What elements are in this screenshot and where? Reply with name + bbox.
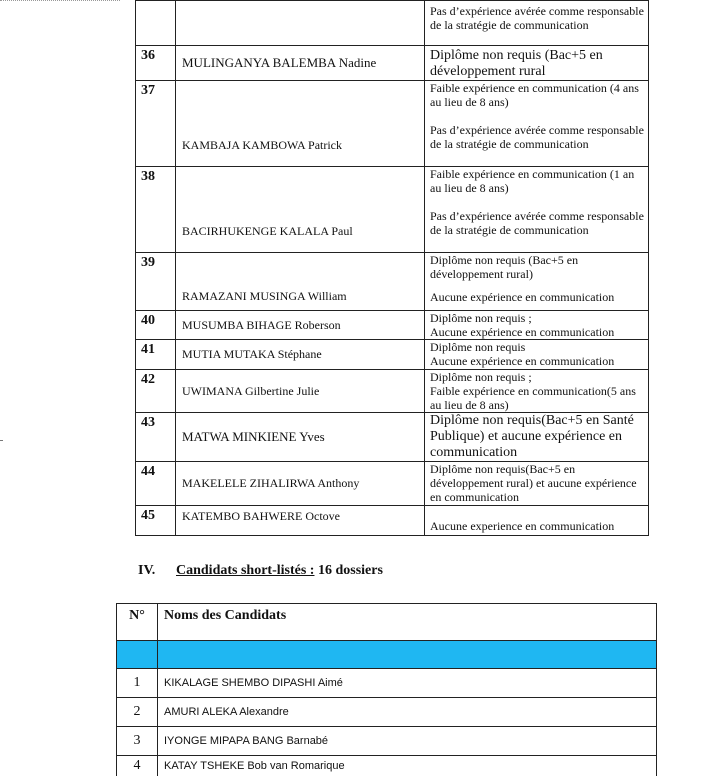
- table-row: [117, 756, 657, 777]
- column-header-number: N°: [117, 604, 158, 641]
- candidate-name: KIKALAGE SHEMBO DIPASHI Aimé: [158, 669, 657, 698]
- candidate-number: 45: [136, 506, 176, 536]
- observation-line: Pas d’expérience avérée comme responsable de la stratégie de communication: [430, 4, 644, 32]
- spacer: [430, 109, 648, 123]
- candidate-observation: [425, 167, 649, 253]
- shortlist-table: [116, 603, 657, 776]
- candidate-name: IYONGE MIPAPA BANG Barnabé: [158, 727, 657, 756]
- spacer: [430, 195, 648, 209]
- observation-line: Faible expérience en communication (4 ans au lieu de 8 ans): [430, 81, 639, 109]
- observation-line: Diplôme non requis (Bac+5 en développement rural): [430, 253, 579, 281]
- candidate-observation: [425, 506, 649, 536]
- candidate-name: [176, 81, 425, 167]
- table-row: [136, 413, 649, 462]
- observation-line: Pas d’expérience avérée comme responsable de la stratégie de communication: [430, 123, 644, 151]
- observation-line: Aucune experience en communication: [430, 519, 615, 533]
- candidate-number: 40: [136, 311, 176, 340]
- candidate-number: 2: [117, 698, 158, 727]
- table-row: [136, 46, 649, 81]
- table-row: [136, 81, 649, 167]
- candidate-number: 44: [136, 462, 176, 506]
- candidate-name: UWIMANA Gilbertine Julie: [176, 370, 425, 413]
- column-header-name: Noms des Candidats: [158, 604, 657, 641]
- observation-line: Pas d’expérience avérée comme responsable de la stratégie de communication: [430, 209, 644, 237]
- candidate-name: MUSUMBA BIHAGE Roberson: [176, 311, 425, 340]
- observation-line: Diplôme non requis(Bac+5 en développement rural) et aucune expérience en communication: [430, 462, 637, 504]
- candidate-number: 39: [136, 253, 176, 311]
- table-row: [136, 370, 649, 413]
- section-number: IV.: [138, 563, 156, 578]
- table-row: [136, 311, 649, 340]
- observation-line: Aucune expérience en communication: [430, 325, 615, 339]
- observation-line: Aucune expérience en communication: [430, 290, 615, 304]
- table-row: [136, 462, 649, 506]
- candidate-observation: [425, 46, 649, 81]
- candidate-name-text: BACIRHUKENGE KALALA Paul: [182, 224, 353, 238]
- page-edge-mark: [0, 440, 3, 441]
- candidate-name: [176, 1, 425, 46]
- scan-artifact: [0, 0, 120, 5]
- table-row: [136, 1, 649, 46]
- candidate-name: AMURI ALEKA Alexandre: [158, 698, 657, 727]
- candidate-observation: [425, 253, 649, 311]
- highlight-cell: [158, 641, 657, 669]
- observation-line: Diplôme non requis(Bac+5 en Santé Publique) et aucune expérience en communication: [430, 413, 634, 460]
- candidate-name-text: KATEMBO BAHWERE Octove: [182, 509, 340, 523]
- observation-line: Aucune expérience en communication: [430, 354, 615, 368]
- observation-line: Faible expérience en communication (1 an au lieu de 8 ans): [430, 167, 635, 195]
- candidate-number: 42: [136, 370, 176, 413]
- candidate-name-text: RAMAZANI MUSINGA William: [182, 289, 347, 303]
- table-row: [117, 698, 657, 727]
- candidate-name-text: KAMBAJA KAMBOWA Patrick: [182, 138, 343, 152]
- candidate-name: MUTIA MUTAKA Stéphane: [176, 340, 425, 370]
- candidate-number: 41: [136, 340, 176, 370]
- candidate-name: MULINGANYA BALEMBA Nadine: [176, 46, 425, 81]
- observation-line: Faible expérience en communication(5 ans au lieu de 8 ans): [430, 384, 636, 412]
- section-count: 16 dossiers: [314, 563, 383, 578]
- candidate-observation: [425, 1, 649, 46]
- table-header-row: [117, 604, 657, 641]
- candidate-number: 38: [136, 167, 176, 253]
- candidate-number: 43: [136, 413, 176, 462]
- observation-line: Diplôme non requis ;: [430, 370, 532, 384]
- candidate-observation: [425, 340, 649, 370]
- observation-line: Diplôme non requis: [430, 340, 526, 354]
- rejected-candidates-table: [135, 0, 649, 536]
- highlight-row: [117, 641, 657, 669]
- table-row: [136, 167, 649, 253]
- observation-line: Diplôme non requis ;: [430, 311, 532, 325]
- candidate-number: 37: [136, 81, 176, 167]
- section-heading: [138, 563, 383, 579]
- candidate-number: 1: [117, 669, 158, 698]
- candidate-name: [176, 167, 425, 253]
- table-row: [117, 727, 657, 756]
- candidate-name: [176, 506, 425, 536]
- candidate-observation: [425, 81, 649, 167]
- observation-line: Diplôme non requis (Bac+5 en développement rural: [430, 48, 603, 79]
- candidate-number: 4: [117, 756, 158, 777]
- candidate-observation: [425, 413, 649, 462]
- highlight-cell: [117, 641, 158, 669]
- candidate-observation: [425, 370, 649, 413]
- candidate-number: [136, 1, 176, 46]
- table-row: [117, 669, 657, 698]
- section-title: Candidats short-listés :: [176, 563, 315, 578]
- candidate-name: [176, 253, 425, 311]
- candidate-name: KATAY TSHEKE Bob van Romarique: [158, 756, 657, 777]
- candidate-observation: [425, 311, 649, 340]
- table-row: [136, 253, 649, 311]
- candidate-number: 36: [136, 46, 176, 81]
- candidate-observation: [425, 462, 649, 506]
- candidate-number: 3: [117, 727, 158, 756]
- candidate-name: MATWA MINKIENE Yves: [176, 413, 425, 462]
- table-row: [136, 340, 649, 370]
- table-row: [136, 506, 649, 536]
- candidate-name: MAKELELE ZIHALIRWA Anthony: [176, 462, 425, 506]
